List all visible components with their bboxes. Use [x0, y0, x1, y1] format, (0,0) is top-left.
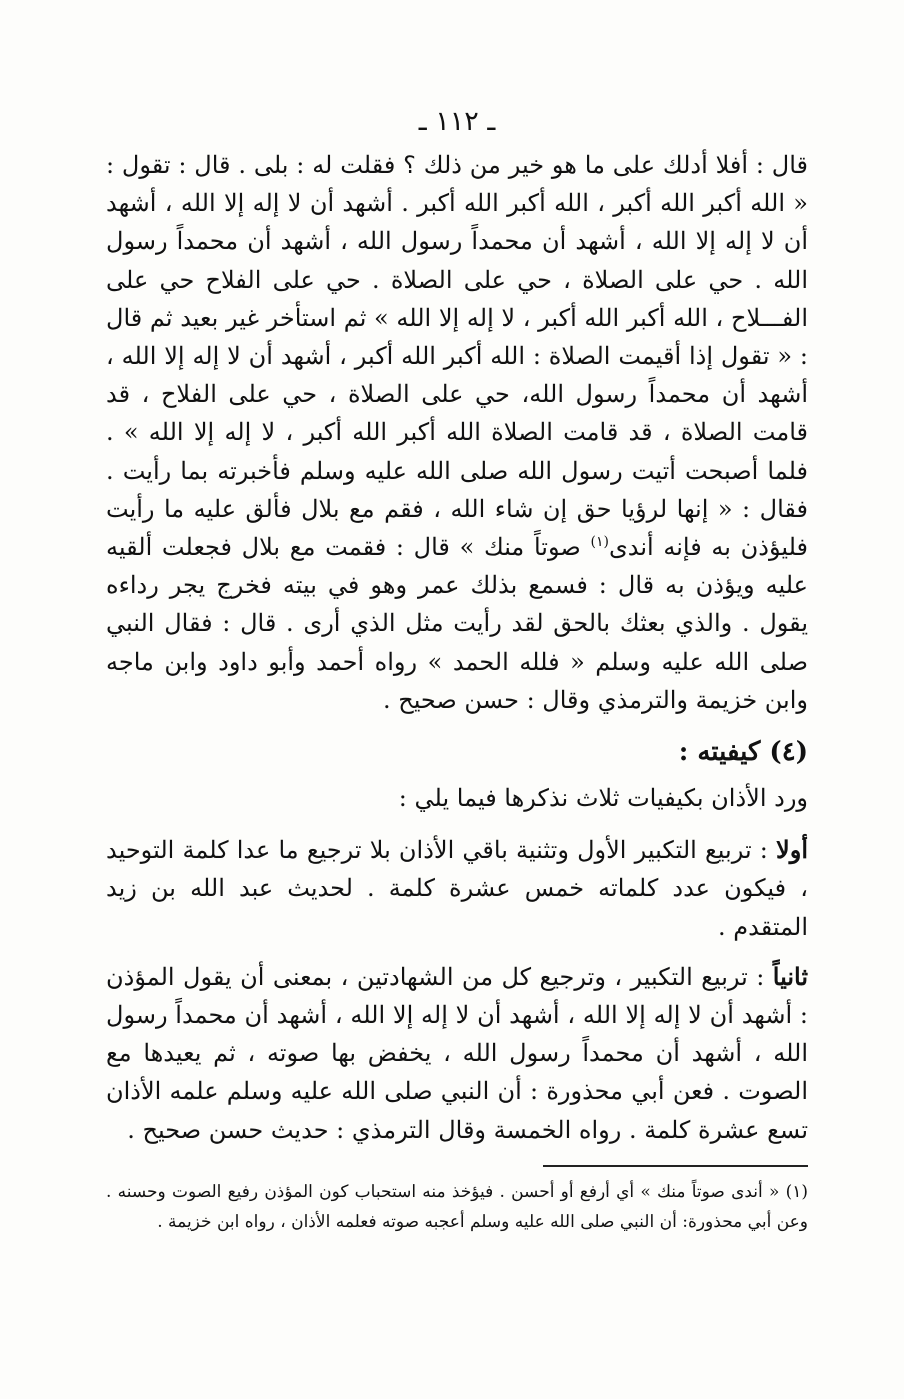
- hadith-paragraph: [106, 146, 808, 719]
- method-first-paragraph: [106, 831, 808, 946]
- method-first-label: أولا: [776, 835, 808, 865]
- section-heading: (٤) كيفيته :: [678, 737, 808, 768]
- footnote-reference: (١): [590, 534, 609, 551]
- footnote-divider: [543, 1165, 808, 1167]
- method-second-label: ثانياً: [772, 961, 808, 991]
- hadith-text: قال : أفلا أدلك على ما هو خير من ذلك ؟ فقلت له : بلى . قال : تقول : « الله أكبر الله أكبر ، الله أكبر الله أكبر . أشهد أن لا إله إلا الله ، أشهد أن لا إله إلا الله ، أشهد أن محمداً رسول الله ، أشهد أن محمداً رسول الله . حي على الصلاة ، حي على الصلاة . حي على الفلاح حي على الفـــلاح ، الله أكبر الله أكبر ، لا إله إلا الله » ثم استأخر غير بعيد ثم قال : « تقول إذا أقيمت الصلاة : الله أكبر الله أكبر ، أشهد أن لا إله إلا الله ، أشهد أن محمداً رسول الله، حي على الصلاة ، حي على الفلاح ، قد قامت الصلاة ، قد قامت الصلاة الله أكبر الله أكبر ، لا إله إلا الله » . فلما أصبحت أتيت رسول الله صلى الله عليه وسلم فأخبرته بما رأيت . فقال : « إنها لرؤيا حق إن شاء الله ، فقم مع بلال فألق عليه ما رأيت فليؤذن به فإنه أندى: [106, 151, 809, 562]
- method-second-text: : تربيع التكبير ، وترجيع كل من الشهادتين ، بمعنى أن يقول المؤذن : أشهد أن لا إله إلا الله ، أشهد أن لا إله إلا الله ، أشهد أن محمداً رسول الله ، أشهد أن محمداً رسول الله ، يخفض بها صوته ، ثم يعيدها مع الصوت . فعن أبي محذورة : أن النبي صلى الله عليه وسلم علمه الأذان تسع عشرة كلمة . رواه الخمسة وقال الترمذي : حديث حسن صحيح .: [106, 962, 809, 1144]
- hadith-text-continued: صوتاً منك » قال : فقمت مع بلال فجعلت ألقيه عليه ويؤذن به قال : فسمع بذلك عمر وهو في بيته فخرج يجر رداءه يقول . والذي بعثك بالحق لقد رأيت مثل الذي أرى . قال : فقال النبي صلى الله عليه وسلم « فلله الحمد » رواه أحمد وأبو داود وابن ماجه وابن خزيمة والترمذي وقال : حسن صحيح .: [106, 533, 808, 714]
- method-second-paragraph: [106, 958, 808, 1149]
- footnote: (١) « أندى صوتاً منك » أي أرفع أو أحسن . فيؤخذ منه استحباب كون المؤذن رفيع الصوت وحسنه . وعن أبي محذورة: أن النبي صلى الله عليه وسلم أعجبه صوته فعلمه الأذان ، رواه ابن خزيمة .: [106, 1181, 808, 1232]
- page-number: ـ ١١٢ ـ: [418, 106, 496, 137]
- method-first-text: : تربيع التكبير الأول وتثنية باقي الأذان بلا ترجيع ما عدا كلمة التوحيد ، فيكون عدد كلماته خمس عشرة كلمة . لحديث عبد الله بن زيد المتقدم .: [106, 836, 808, 941]
- paragraph-gap: [106, 946, 808, 958]
- section-intro: ورد الأذان بكيفيات ثلاث نذكرها فيما يلي :: [398, 784, 808, 813]
